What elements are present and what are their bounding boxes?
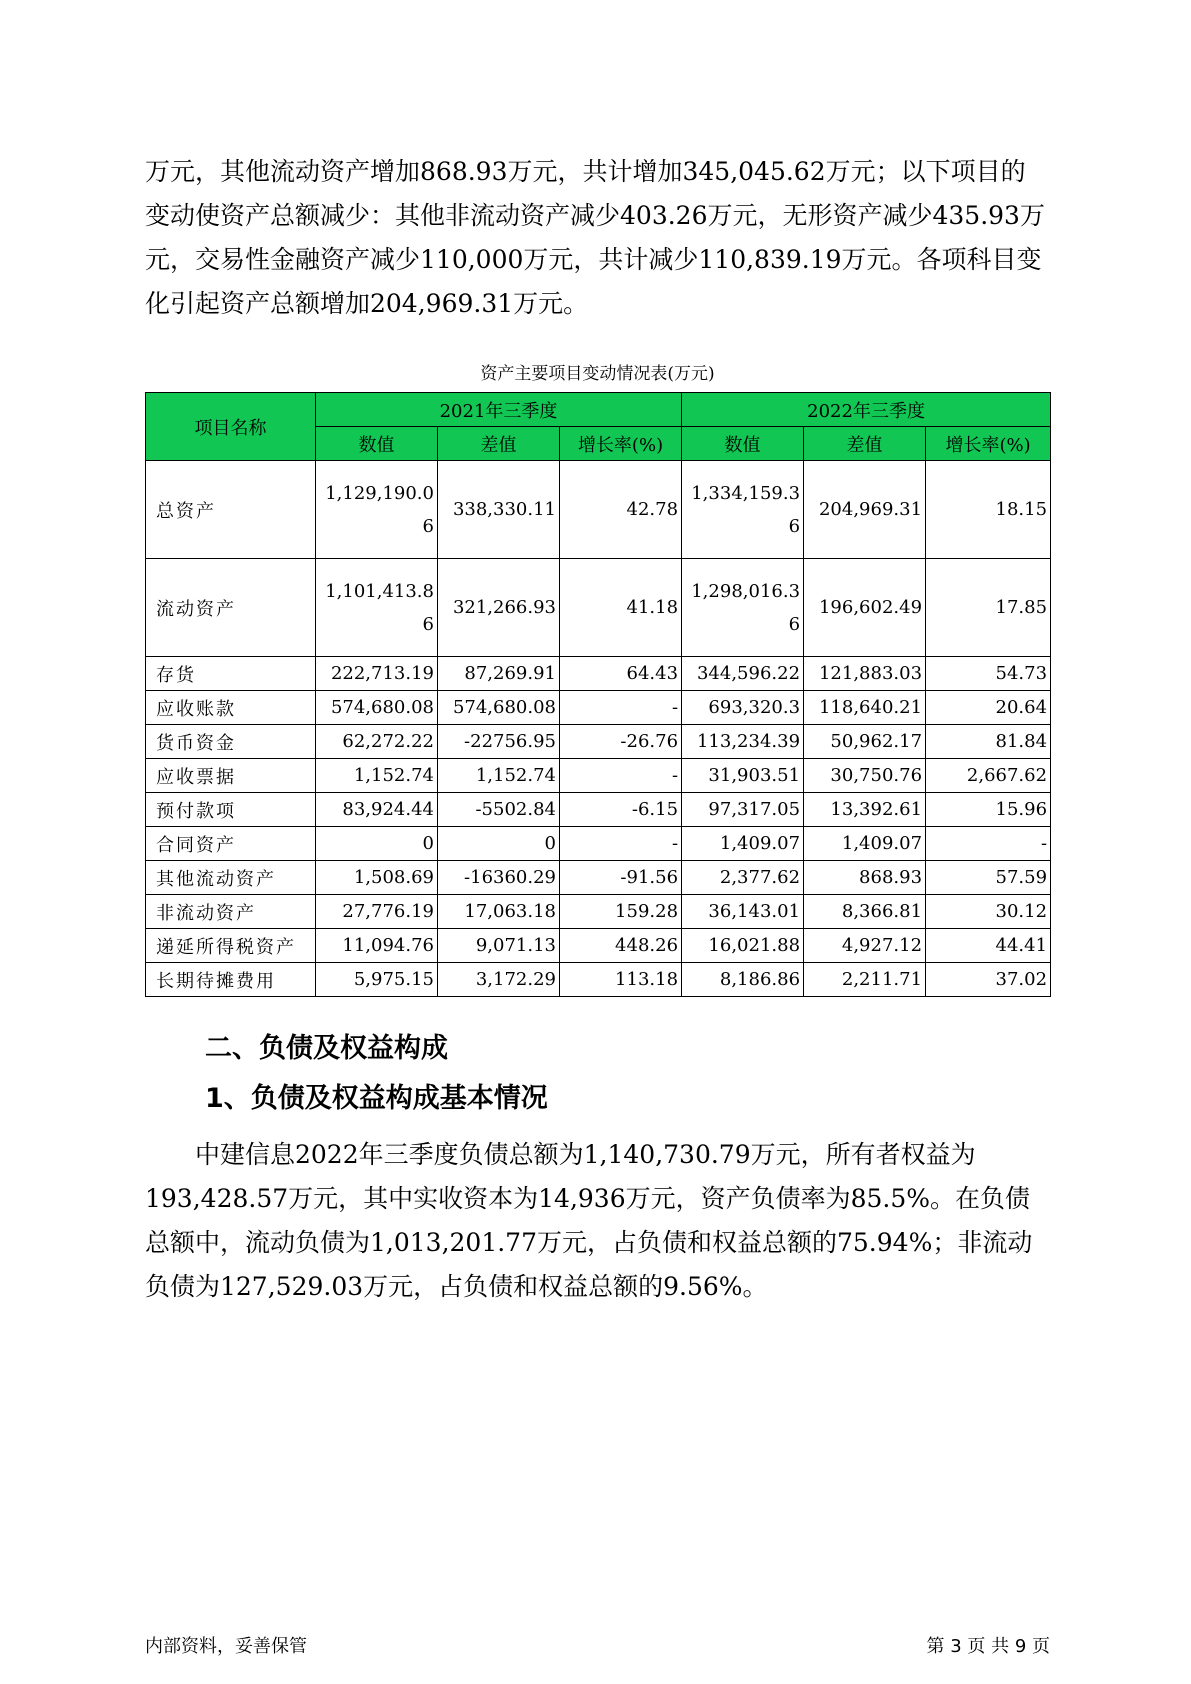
cell-r2: 17.85 xyxy=(926,559,1051,657)
table-row xyxy=(146,559,1051,657)
header-value-2022: 数值 xyxy=(682,427,804,461)
cell-r2: 30.12 xyxy=(926,895,1051,929)
cell-v2: 1,298,016.36 xyxy=(682,559,804,657)
cell-r1: 159.28 xyxy=(560,895,682,929)
cell-d1: 17,063.18 xyxy=(438,895,560,929)
cell-d2: 13,392.61 xyxy=(804,793,926,827)
cell-r1: 42.78 xyxy=(560,461,682,559)
header-rate-2022: 增长率(%) xyxy=(926,427,1051,461)
table-row xyxy=(146,691,1051,725)
cell-r1: 41.18 xyxy=(560,559,682,657)
cell-v1: 5,975.15 xyxy=(316,963,438,997)
cell-v2: 344,596.22 xyxy=(682,657,804,691)
cell-r1: - xyxy=(560,691,682,725)
table-row xyxy=(146,759,1051,793)
cell-v1: 0 xyxy=(316,827,438,861)
cell-d1: 574,680.08 xyxy=(438,691,560,725)
row-item-name: 应收票据 xyxy=(146,759,316,793)
cell-r2: 81.84 xyxy=(926,725,1051,759)
cell-r2: 44.41 xyxy=(926,929,1051,963)
cell-v1: 1,101,413.86 xyxy=(316,559,438,657)
cell-r1: -26.76 xyxy=(560,725,682,759)
cell-v2: 97,317.05 xyxy=(682,793,804,827)
header-rate-2021: 增长率(%) xyxy=(560,427,682,461)
cell-d2: 30,750.76 xyxy=(804,759,926,793)
row-item-name: 货币资金 xyxy=(146,725,316,759)
table-row xyxy=(146,827,1051,861)
header-value-2021: 数值 xyxy=(316,427,438,461)
subsection-heading: 1、负债及权益构成基本情况 xyxy=(205,1083,548,1114)
cell-d1: 0 xyxy=(438,827,560,861)
cell-v2: 8,186.86 xyxy=(682,963,804,997)
cell-r1: -91.56 xyxy=(560,861,682,895)
table-row xyxy=(146,963,1051,997)
cell-d2: 8,366.81 xyxy=(804,895,926,929)
section-heading: 二、负债及权益构成 xyxy=(205,1033,448,1064)
row-item-name: 其他流动资产 xyxy=(146,861,316,895)
table-row xyxy=(146,657,1051,691)
row-item-name: 合同资产 xyxy=(146,827,316,861)
cell-d2: 118,640.21 xyxy=(804,691,926,725)
cell-d2: 121,883.03 xyxy=(804,657,926,691)
cell-v1: 222,713.19 xyxy=(316,657,438,691)
cell-d2: 2,211.71 xyxy=(804,963,926,997)
cell-d1: 3,172.29 xyxy=(438,963,560,997)
cell-v1: 1,129,190.06 xyxy=(316,461,438,559)
table-body xyxy=(146,461,1051,997)
table-caption: 资产主要项目变动情况表(万元) xyxy=(480,364,715,384)
row-item-name: 非流动资产 xyxy=(146,895,316,929)
header-period-2022: 2022年三季度 xyxy=(682,393,1051,427)
cell-d1: 87,269.91 xyxy=(438,657,560,691)
cell-d2: 4,927.12 xyxy=(804,929,926,963)
intro-paragraph: 万元，其他流动资产增加868.93万元，共计增加345,045.62万元；以下项目的变动使资产总额减少：其他非流动资产减少403.26万元，无形资产减少435.93万元，交易性金融资产减少110,000万元，共计减少110,839.19万元。各项科目变化引起资产总额增加204,969.31万元。 xyxy=(145,157,1045,318)
cell-r1: 113.18 xyxy=(560,963,682,997)
table-row xyxy=(146,861,1051,895)
cell-v2: 16,021.88 xyxy=(682,929,804,963)
row-item-name: 递延所得税资产 xyxy=(146,929,316,963)
header-item-name: 项目名称 xyxy=(146,393,316,461)
cell-v2: 1,409.07 xyxy=(682,827,804,861)
body-paragraph: 中建信息2022年三季度负债总额为1,140,730.79万元，所有者权益为193,428.57万元，其中实收资本为14,936万元，资产负债率为85.5%。在负债总额中，流动负债为1,013,201.77万元，占负债和权益总额的75.94%；非流动负债为127,529.03万元，占负债和权益总额的9.56%。 xyxy=(145,1140,1033,1301)
cell-r2: 18.15 xyxy=(926,461,1051,559)
cell-d1: 338,330.11 xyxy=(438,461,560,559)
table-row xyxy=(146,895,1051,929)
cell-v2: 2,377.62 xyxy=(682,861,804,895)
cell-d2: 50,962.17 xyxy=(804,725,926,759)
row-item-name: 应收账款 xyxy=(146,691,316,725)
row-item-name: 总资产 xyxy=(146,461,316,559)
cell-d1: 321,266.93 xyxy=(438,559,560,657)
row-item-name: 长期待摊费用 xyxy=(146,963,316,997)
row-item-name: 预付款项 xyxy=(146,793,316,827)
table-row xyxy=(146,929,1051,963)
cell-r1: - xyxy=(560,827,682,861)
table-row xyxy=(146,793,1051,827)
cell-v1: 1,152.74 xyxy=(316,759,438,793)
cell-v2: 31,903.51 xyxy=(682,759,804,793)
cell-r2: 57.59 xyxy=(926,861,1051,895)
cell-d2: 868.93 xyxy=(804,861,926,895)
cell-r2: 2,667.62 xyxy=(926,759,1051,793)
cell-r2: 20.64 xyxy=(926,691,1051,725)
cell-d2: 196,602.49 xyxy=(804,559,926,657)
header-diff-2021: 差值 xyxy=(438,427,560,461)
cell-v2: 1,334,159.36 xyxy=(682,461,804,559)
cell-d1: -5502.84 xyxy=(438,793,560,827)
cell-d1: -22756.95 xyxy=(438,725,560,759)
cell-r2: - xyxy=(926,827,1051,861)
cell-r1: - xyxy=(560,759,682,793)
cell-v1: 11,094.76 xyxy=(316,929,438,963)
footer-page-number: 第 3 页 共 9 页 xyxy=(926,1636,1050,1657)
header-diff-2022: 差值 xyxy=(804,427,926,461)
cell-d1: 9,071.13 xyxy=(438,929,560,963)
cell-d1: 1,152.74 xyxy=(438,759,560,793)
cell-r1: 64.43 xyxy=(560,657,682,691)
cell-v2: 693,320.3 xyxy=(682,691,804,725)
footer-confidential-note: 内部资料，妥善保管 xyxy=(145,1636,307,1657)
header-period-2021: 2021年三季度 xyxy=(316,393,682,427)
asset-change-table xyxy=(145,392,1051,997)
row-item-name: 存货 xyxy=(146,657,316,691)
cell-v1: 83,924.44 xyxy=(316,793,438,827)
table-row xyxy=(146,461,1051,559)
cell-v1: 574,680.08 xyxy=(316,691,438,725)
cell-r1: 448.26 xyxy=(560,929,682,963)
row-item-name: 流动资产 xyxy=(146,559,316,657)
table-row xyxy=(146,725,1051,759)
cell-v1: 62,272.22 xyxy=(316,725,438,759)
cell-r1: -6.15 xyxy=(560,793,682,827)
cell-v2: 113,234.39 xyxy=(682,725,804,759)
cell-v1: 27,776.19 xyxy=(316,895,438,929)
cell-d2: 204,969.31 xyxy=(804,461,926,559)
cell-d2: 1,409.07 xyxy=(804,827,926,861)
cell-v1: 1,508.69 xyxy=(316,861,438,895)
cell-r2: 15.96 xyxy=(926,793,1051,827)
cell-r2: 54.73 xyxy=(926,657,1051,691)
cell-v2: 36,143.01 xyxy=(682,895,804,929)
cell-r2: 37.02 xyxy=(926,963,1051,997)
cell-d1: -16360.29 xyxy=(438,861,560,895)
